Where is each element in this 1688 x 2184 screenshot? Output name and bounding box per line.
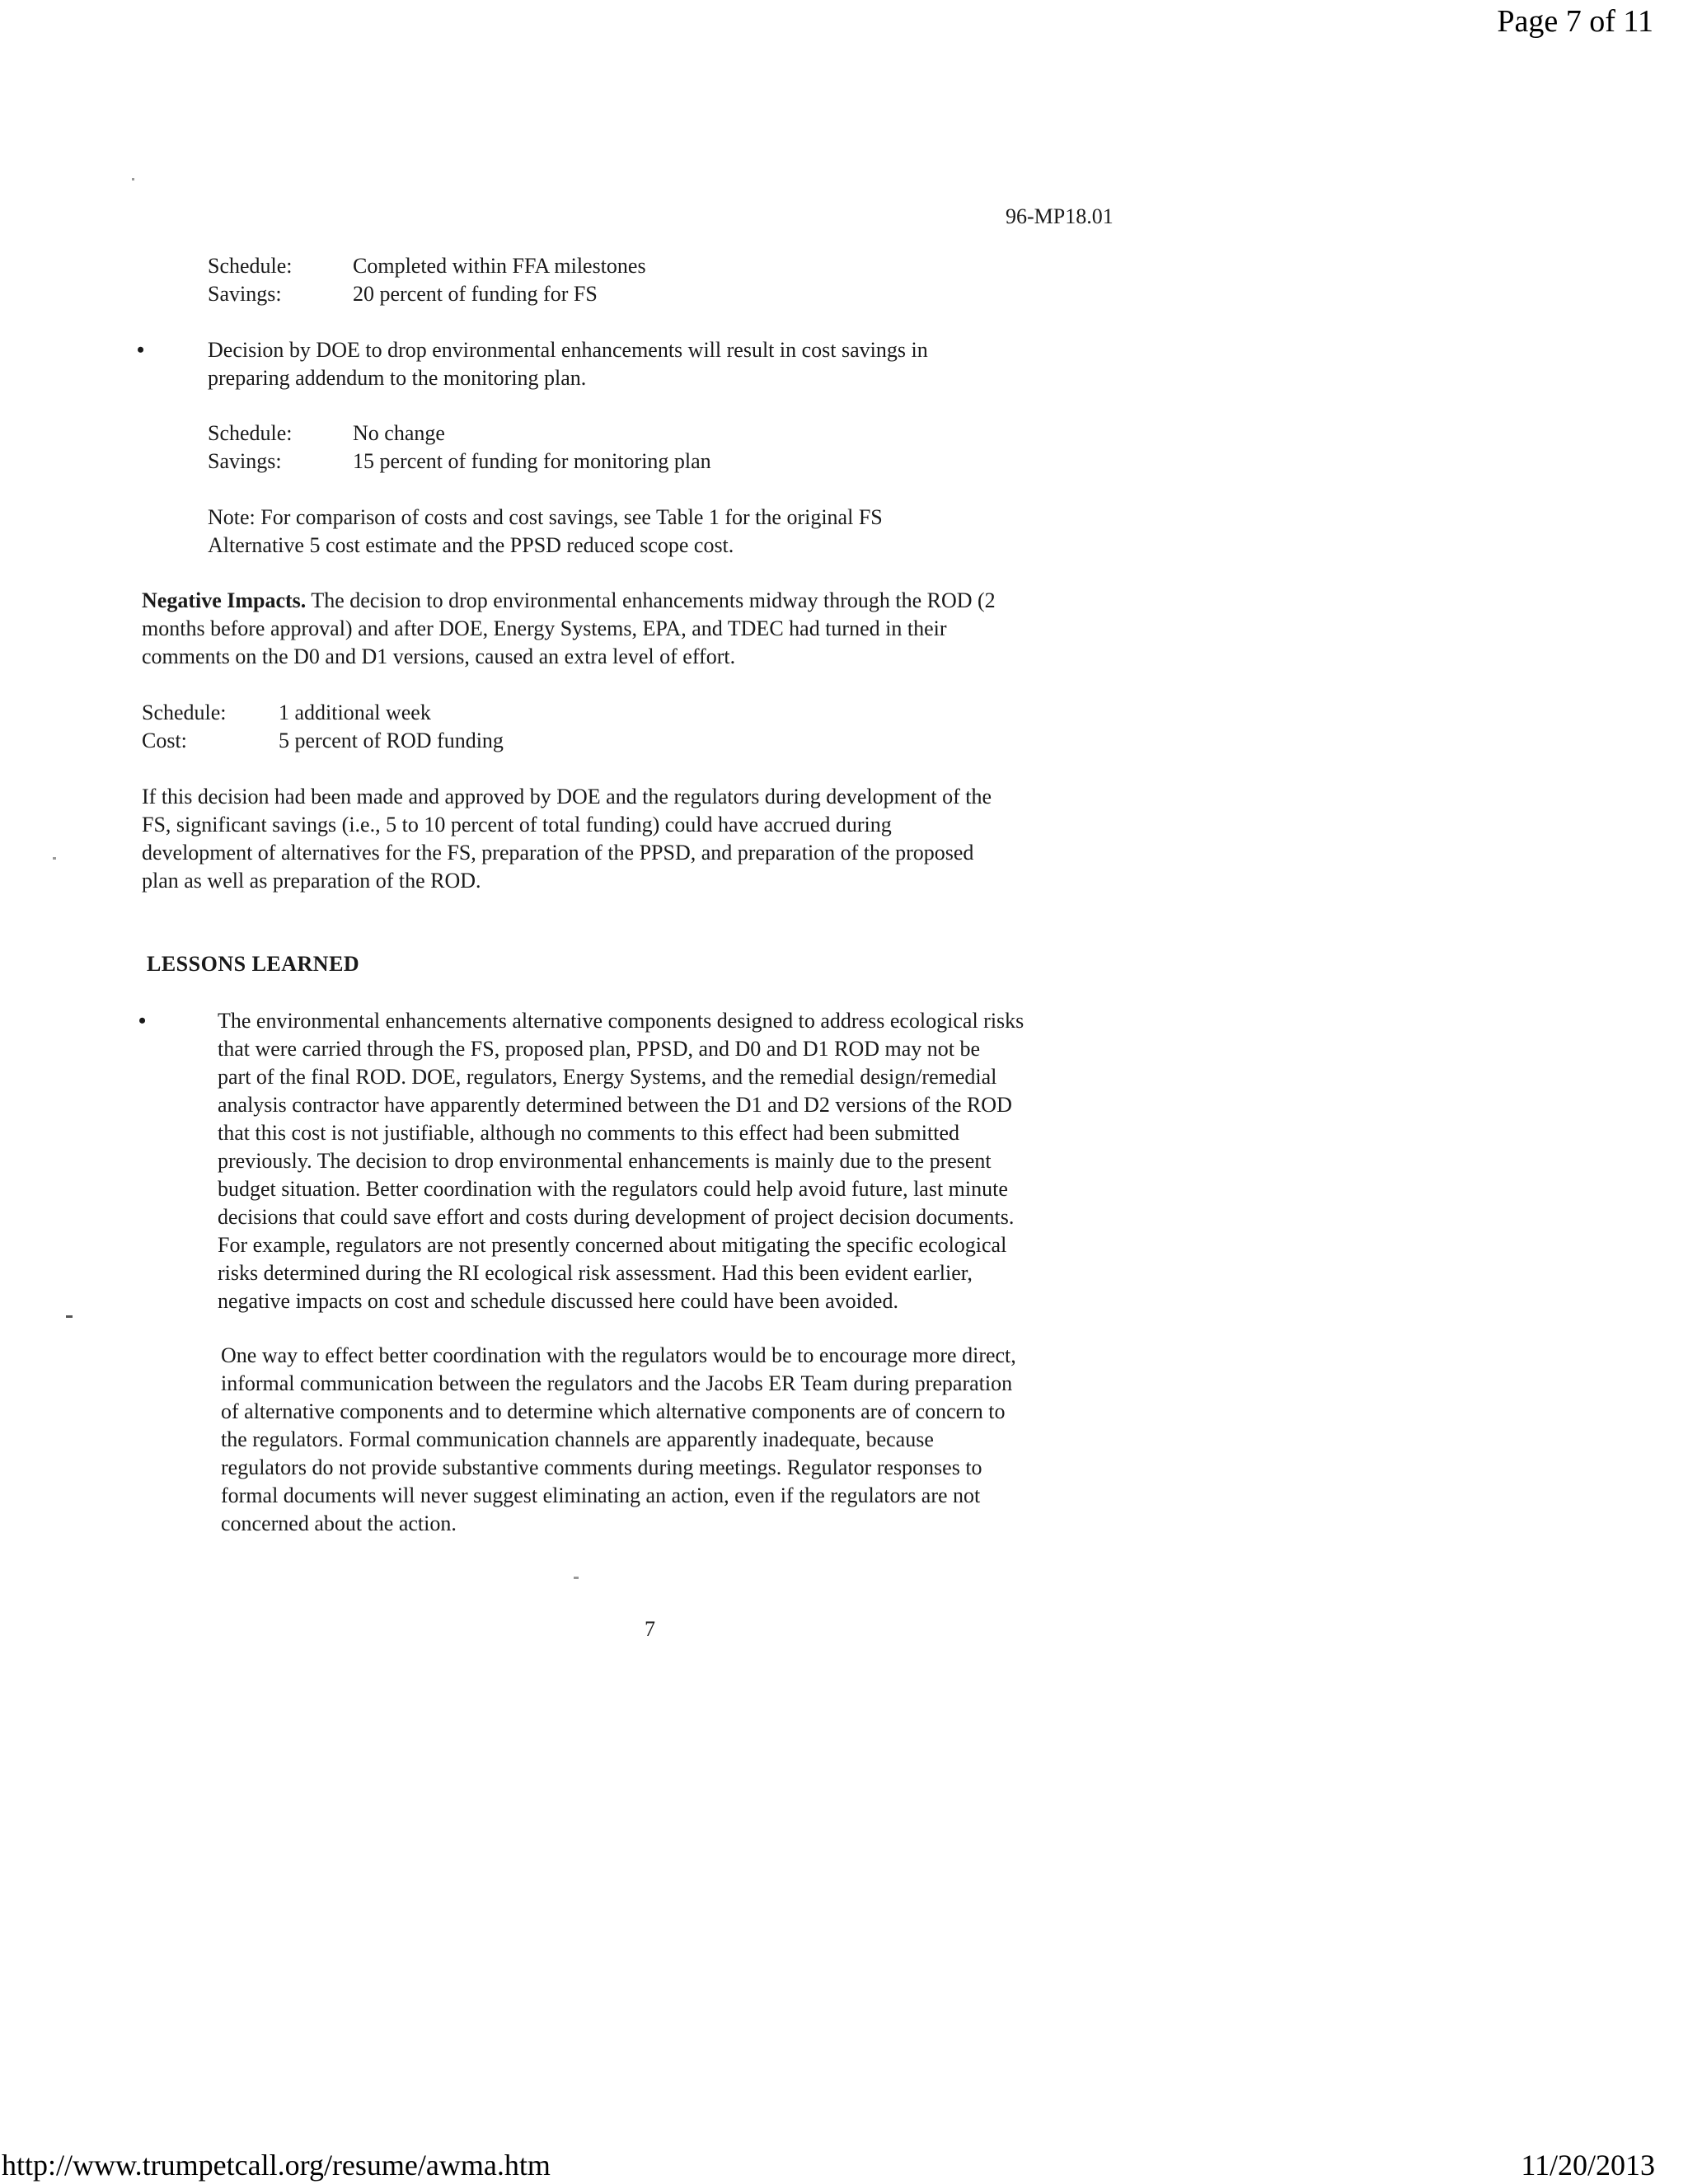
text-line: regulators do not provide substantive comments during meetings. Regulator responses to [221,1455,982,1479]
note-paragraph [208,504,883,560]
scan-speck [132,178,134,180]
schedule-value: Completed within FFA milestones [353,254,646,278]
schedule-label: Schedule: [208,421,293,445]
text-line-content: The decision to drop environmental enhancements midway through the ROD (2 [311,588,996,612]
text-line: preparing addendum to the monitoring plan. [208,366,587,390]
print-date: 11/20/2013 [1521,2149,1655,2182]
text-line: analysis contractor have apparently determined between the D1 and D2 versions of the ROD [218,1093,1012,1117]
cost-label: Cost: [142,729,187,752]
negative-impacts-heading: Negative Impacts. [142,588,307,612]
schedule-value: No change [353,421,445,445]
scan-speck [53,857,56,860]
savings-value: 15 percent of funding for monitoring plan [353,449,711,473]
text-line: that were carried through the FS, proposed plan, PPSD, and D0 and D1 ROD may not be [218,1037,981,1061]
text-line: of alternative components and to determine which alternative components are of concern to [221,1399,1006,1423]
text-line: If this decision had been made and approved by DOE and the regulators during development of the [142,785,992,808]
text-line: that this cost is not justifiable, although no comments to this effect had been submitted [218,1121,959,1145]
bullet-marker: • [138,1009,147,1033]
schedule-value: 1 additional week [279,701,431,724]
text-line: budget situation. Better coordination with the regulators could help avoid future, last minute [218,1177,1008,1201]
text-line: formal documents will never suggest eliminating an action, even if the regulators are not [221,1483,981,1507]
negative-impacts-paragraph [142,587,996,671]
schedule-block-1 [208,252,646,308]
text-line: For example, regulators are not presently concerned about mitigating the specific ecological [218,1233,1007,1257]
text-line: previously. The decision to drop environmental enhancements is mainly due to the present [218,1149,992,1173]
text-line: negative impacts on cost and schedule discussed here could have been avoided. [218,1289,898,1313]
schedule-block-2 [208,419,711,476]
lessons-paragraph-1 [218,1007,1024,1315]
text-line: informal communication between the regulators and the Jacobs ER Team during preparation [221,1371,1013,1395]
schedule-label: Schedule: [142,701,227,724]
savings-paragraph [142,783,992,895]
text-line: Alternative 5 cost estimate and the PPSD reduced scope cost. [208,533,734,557]
text-line: FS, significant savings (i.e., 5 to 10 percent of total funding) could have accrued during [142,813,892,837]
savings-label: Savings: [208,282,282,306]
savings-value: 20 percent of funding for FS [353,282,598,306]
bullet-marker: • [137,338,145,362]
text-line: months before approval) and after DOE, Energy Systems, EPA, and TDEC had turned in their [142,616,947,640]
scan-speck [574,1577,579,1579]
text-line [142,587,996,615]
lessons-learned-heading: LESSONS LEARNED [147,952,360,976]
text-line: Decision by DOE to drop environmental enhancements will result in cost savings in [208,338,928,362]
text-line: comments on the D0 and D1 versions, caused an extra level of effort. [142,644,736,668]
text-line: risks determined during the RI ecological risk assessment. Had this been evident earlier, [218,1261,973,1285]
text-line: The environmental enhancements alternative components designed to address ecological risks [218,1009,1025,1033]
savings-label: Savings: [208,449,282,473]
text-line: development of alternatives for the FS, preparation of the PPSD, and preparation of the proposed [142,841,974,865]
page-counter: Page 7 of 11 [1497,4,1653,39]
page-number: 7 [645,1617,655,1641]
scan-speck [66,1315,73,1318]
text-line: Note: For comparison of costs and cost savings, see Table 1 for the original FS [208,505,883,529]
bullet-decision [208,336,928,392]
text-line: the regulators. Formal communication channels are apparently inadequate, because [221,1427,934,1451]
lessons-paragraph-2 [221,1342,1016,1538]
schedule-block-3 [142,699,504,755]
cost-value: 5 percent of ROD funding [279,729,504,752]
document-number: 96-MP18.01 [1006,204,1114,228]
text-line: concerned about the action. [221,1511,457,1535]
page-url[interactable]: http://www.trumpetcall.org/resume/awma.htm [2,2149,551,2182]
text-line: One way to effect better coordination with the regulators would be to encourage more direct, [221,1343,1016,1367]
text-line: plan as well as preparation of the ROD. [142,869,481,893]
text-line: decisions that could save effort and costs during development of project decision documents. [218,1205,1015,1229]
text-line: part of the final ROD. DOE, regulators, Energy Systems, and the remedial design/remedial [218,1065,997,1089]
schedule-label: Schedule: [208,254,293,278]
